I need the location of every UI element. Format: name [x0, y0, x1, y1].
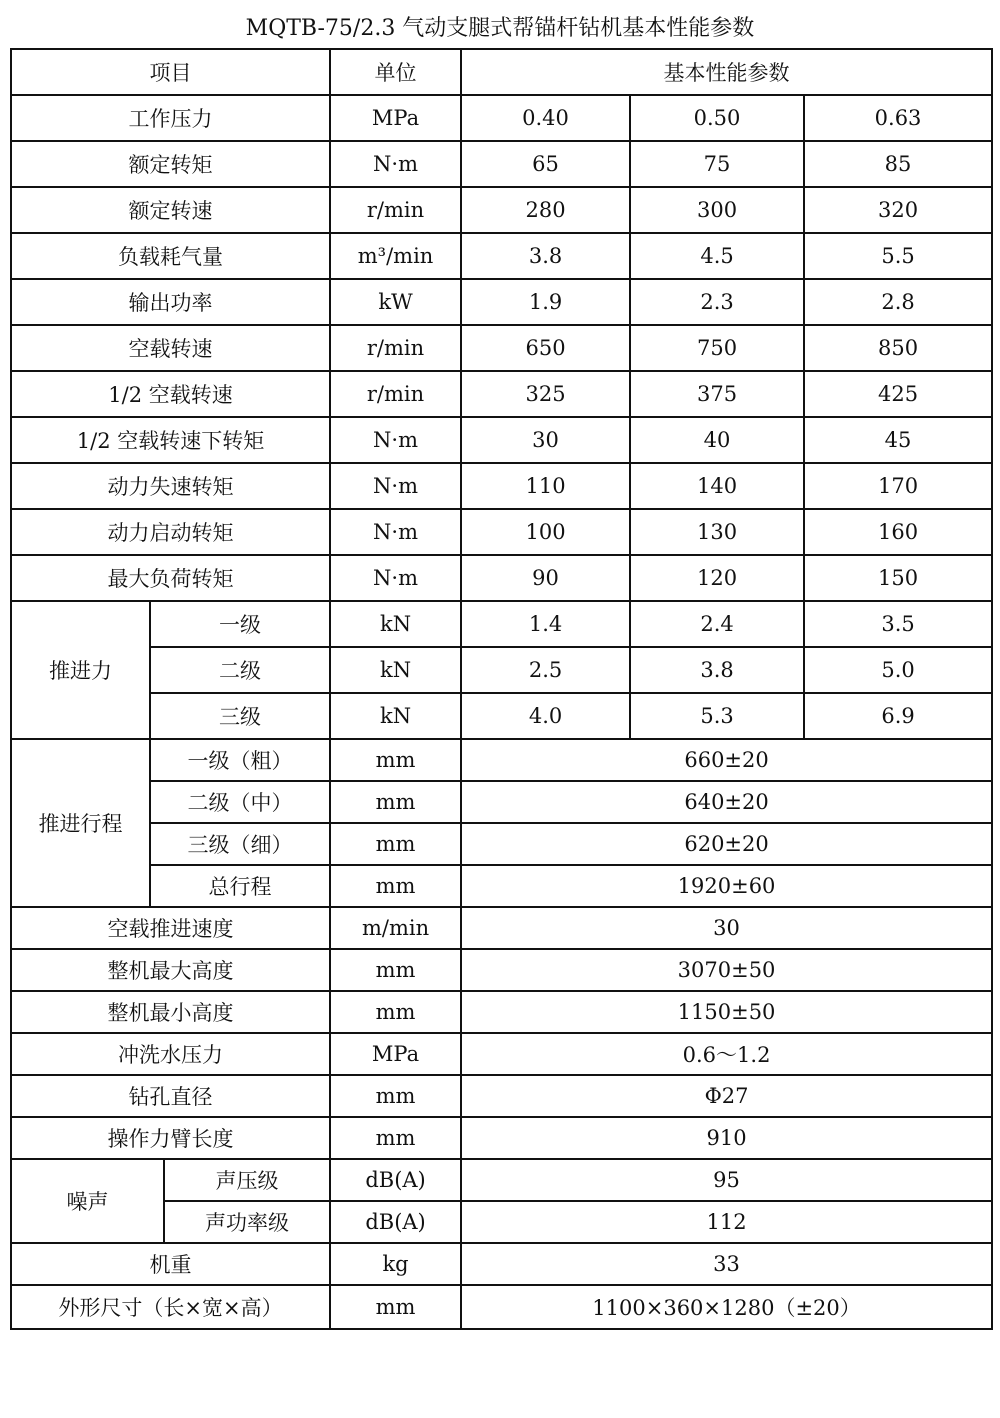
row-label: 1/2 空载转速	[11, 371, 330, 417]
table-row	[11, 417, 992, 463]
row-sublabel: 一级（粗）	[150, 739, 330, 781]
row-value: 150	[804, 555, 992, 601]
row-label: 操作力臂长度	[11, 1117, 330, 1159]
table-row	[11, 233, 992, 279]
row-value: 5.0	[804, 647, 992, 693]
row-value: 910	[461, 1117, 992, 1159]
row-value: 2.4	[630, 601, 804, 647]
row-unit: MPa	[330, 1033, 461, 1075]
table-row	[11, 371, 992, 417]
row-value: Φ27	[461, 1075, 992, 1117]
row-value: 95	[461, 1159, 992, 1201]
table-row	[11, 1243, 992, 1285]
header-params: 基本性能参数	[461, 49, 992, 95]
table-row	[11, 141, 992, 187]
row-value: 3.8	[630, 647, 804, 693]
row-unit: mm	[330, 739, 461, 781]
row-sublabel: 三级	[150, 693, 330, 739]
row-value: 110	[461, 463, 630, 509]
row-unit: mm	[330, 781, 461, 823]
row-value: 4.0	[461, 693, 630, 739]
row-sublabel: 声功率级	[164, 1201, 330, 1243]
table-row	[11, 463, 992, 509]
row-value: 2.5	[461, 647, 630, 693]
row-value: 650	[461, 325, 630, 371]
table-row	[11, 325, 992, 371]
row-sublabel: 三级（细）	[150, 823, 330, 865]
row-value: 2.8	[804, 279, 992, 325]
row-value: 45	[804, 417, 992, 463]
row-value: 85	[804, 141, 992, 187]
table-row	[11, 1285, 992, 1329]
row-sublabel: 二级（中）	[150, 781, 330, 823]
row-value: 112	[461, 1201, 992, 1243]
row-unit: N·m	[330, 509, 461, 555]
table-row	[11, 187, 992, 233]
noise-row	[11, 1159, 992, 1201]
table-row	[11, 1033, 992, 1075]
header-item: 项目	[11, 49, 330, 95]
row-value: 90	[461, 555, 630, 601]
row-value: 170	[804, 463, 992, 509]
row-value: 0.63	[804, 95, 992, 141]
row-sublabel: 一级	[150, 601, 330, 647]
header-row	[11, 49, 992, 95]
header-unit: 单位	[330, 49, 461, 95]
row-value: 325	[461, 371, 630, 417]
row-value: 300	[630, 187, 804, 233]
document-title: MQTB-75/2.3 气动支腿式帮锚杆钻机基本性能参数	[245, 16, 755, 41]
table-row	[11, 509, 992, 555]
row-value: 1150±50	[461, 991, 992, 1033]
row-label: 整机最小高度	[11, 991, 330, 1033]
row-unit: mm	[330, 1075, 461, 1117]
row-label: 额定转速	[11, 187, 330, 233]
table-row	[11, 949, 992, 991]
row-unit: MPa	[330, 95, 461, 141]
row-unit: r/min	[330, 371, 461, 417]
row-label: 最大负荷转矩	[11, 555, 330, 601]
row-sublabel: 二级	[150, 647, 330, 693]
spec-table	[10, 48, 993, 1330]
row-value: 1.4	[461, 601, 630, 647]
row-unit: mm	[330, 1285, 461, 1329]
row-label: 钻孔直径	[11, 1075, 330, 1117]
row-label: 输出功率	[11, 279, 330, 325]
row-sublabel: 声压级	[164, 1159, 330, 1201]
stroke-row	[11, 823, 992, 865]
row-value: 2.3	[630, 279, 804, 325]
row-value: 140	[630, 463, 804, 509]
row-value: 1920±60	[461, 865, 992, 907]
row-unit: mm	[330, 949, 461, 991]
thrust-row	[11, 647, 992, 693]
row-label: 工作压力	[11, 95, 330, 141]
row-label: 负载耗气量	[11, 233, 330, 279]
table-row	[11, 555, 992, 601]
row-label: 空载推进速度	[11, 907, 330, 949]
row-unit: N·m	[330, 141, 461, 187]
table-row	[11, 1075, 992, 1117]
row-label: 冲洗水压力	[11, 1033, 330, 1075]
row-value: 3.5	[804, 601, 992, 647]
row-unit: dB(A)	[330, 1201, 461, 1243]
row-value: 750	[630, 325, 804, 371]
row-unit: kg	[330, 1243, 461, 1285]
thrust-group-label: 推进力	[11, 601, 150, 739]
stroke-row	[11, 739, 992, 781]
row-unit: mm	[330, 1117, 461, 1159]
row-unit: m/min	[330, 907, 461, 949]
row-unit: kW	[330, 279, 461, 325]
row-unit: mm	[330, 991, 461, 1033]
row-unit: r/min	[330, 187, 461, 233]
row-value: 30	[461, 417, 630, 463]
row-value: 40	[630, 417, 804, 463]
stroke-group-label: 推进行程	[11, 739, 150, 907]
table-row	[11, 907, 992, 949]
row-value: 6.9	[804, 693, 992, 739]
row-unit: N·m	[330, 463, 461, 509]
row-value: 0.40	[461, 95, 630, 141]
row-value: 280	[461, 187, 630, 233]
row-value: 425	[804, 371, 992, 417]
table-row	[11, 991, 992, 1033]
row-value: 660±20	[461, 739, 992, 781]
row-value: 33	[461, 1243, 992, 1285]
row-value: 0.50	[630, 95, 804, 141]
row-unit: r/min	[330, 325, 461, 371]
row-unit: N·m	[330, 555, 461, 601]
row-value: 130	[630, 509, 804, 555]
row-unit: mm	[330, 823, 461, 865]
row-label: 动力启动转矩	[11, 509, 330, 555]
row-unit: kN	[330, 693, 461, 739]
row-value: 375	[630, 371, 804, 417]
row-value: 75	[630, 141, 804, 187]
row-unit: kN	[330, 601, 461, 647]
row-unit: dB(A)	[330, 1159, 461, 1201]
row-value: 1.9	[461, 279, 630, 325]
row-value: 1100×360×1280（±20）	[461, 1285, 992, 1329]
noise-group-label: 噪声	[11, 1159, 164, 1243]
row-unit: kN	[330, 647, 461, 693]
row-value: 30	[461, 907, 992, 949]
row-label: 动力失速转矩	[11, 463, 330, 509]
row-unit: m³/min	[330, 233, 461, 279]
row-value: 5.5	[804, 233, 992, 279]
thrust-row	[11, 693, 992, 739]
row-value: 65	[461, 141, 630, 187]
row-value: 320	[804, 187, 992, 233]
row-value: 3.8	[461, 233, 630, 279]
table-row	[11, 95, 992, 141]
row-label: 空载转速	[11, 325, 330, 371]
table-row	[11, 1117, 992, 1159]
row-label: 机重	[11, 1243, 330, 1285]
row-unit: N·m	[330, 417, 461, 463]
stroke-row	[11, 781, 992, 823]
row-sublabel: 总行程	[150, 865, 330, 907]
row-value: 100	[461, 509, 630, 555]
row-value: 160	[804, 509, 992, 555]
row-value: 120	[630, 555, 804, 601]
thrust-row	[11, 601, 992, 647]
row-label: 1/2 空载转速下转矩	[11, 417, 330, 463]
row-value: 850	[804, 325, 992, 371]
table-row	[11, 279, 992, 325]
row-unit: mm	[330, 865, 461, 907]
row-label: 整机最大高度	[11, 949, 330, 991]
row-value: 620±20	[461, 823, 992, 865]
stroke-row	[11, 865, 992, 907]
row-label: 额定转矩	[11, 141, 330, 187]
row-label: 外形尺寸（长×宽×高）	[11, 1285, 330, 1329]
row-value: 4.5	[630, 233, 804, 279]
row-value: 640±20	[461, 781, 992, 823]
row-value: 3070±50	[461, 949, 992, 991]
row-value: 5.3	[630, 693, 804, 739]
row-value: 0.6～1.2	[461, 1033, 992, 1075]
